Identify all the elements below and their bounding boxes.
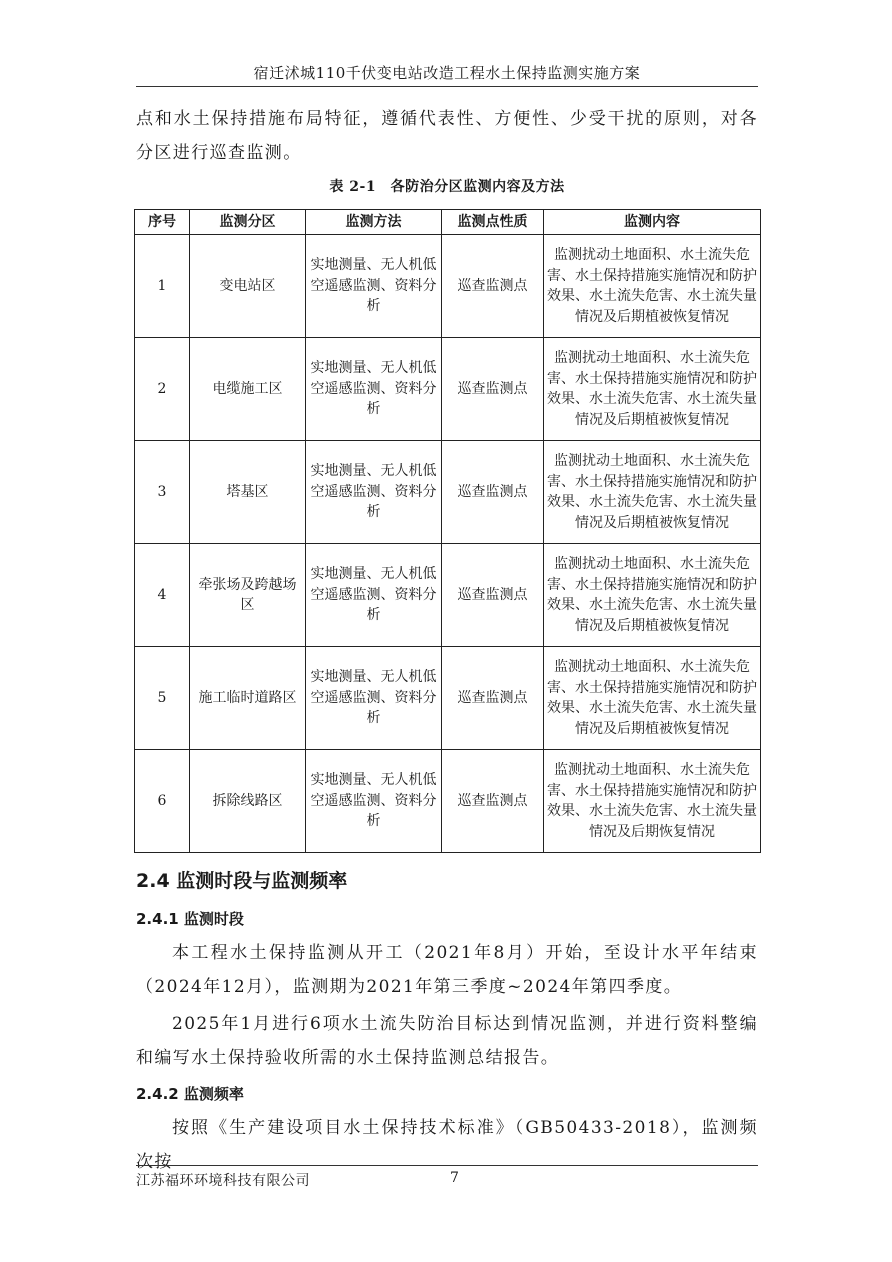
cell-nature: 巡查监测点 <box>442 338 544 441</box>
cell-content: 监测扰动土地面积、水土流失危害、水土保持措施实施情况和防护效果、水土流失危害、水土流失量情况及后期植被恢复情况 <box>544 647 761 750</box>
table-row <box>135 441 761 544</box>
cell-nature: 巡查监测点 <box>442 544 544 647</box>
paragraph-target-monitoring: 2025年1月进行6项水土流失防治目标达到情况监测，并进行资料整编和编写水土保持验收所需的水土保持监测总结报告。 <box>136 1014 758 1068</box>
section-heading-2-4: 2.4 监测时段与监测频率 <box>136 870 348 892</box>
cell-zone: 塔基区 <box>190 441 306 544</box>
table-header-row <box>135 210 761 235</box>
header-divider <box>136 86 758 87</box>
cell-no: 2 <box>135 338 190 441</box>
footer-company: 江苏福环环境科技有限公司 <box>136 1173 310 1189</box>
cell-method: 实地测量、无人机低空遥感监测、资料分析 <box>306 750 442 853</box>
cell-content: 监测扰动土地面积、水土流失危害、水土保持措施实施情况和防护效果、水土流失危害、水土流失量情况及后期植被恢复情况 <box>544 441 761 544</box>
table-row <box>135 235 761 338</box>
cell-content: 监测扰动土地面积、水土流失危害、水土保持措施实施情况和防护效果、水土流失危害、水土流失量情况及后期植被恢复情况 <box>544 544 761 647</box>
page-header-title: 宿迁沭城110千伏变电站改造工程水土保持监测实施方案 <box>253 64 641 82</box>
cell-zone: 牵张场及跨越场区 <box>190 544 306 647</box>
cell-content: 监测扰动土地面积、水土流失危害、水土保持措施实施情况和防护效果、水土流失危害、水土流失量情况及后期植被恢复情况 <box>544 235 761 338</box>
cell-method: 实地测量、无人机低空遥感监测、资料分析 <box>306 544 442 647</box>
cell-content: 监测扰动土地面积、水土流失危害、水土保持措施实施情况和防护效果、水土流失危害、水土流失量情况及后期恢复情况 <box>544 750 761 853</box>
cell-nature: 巡查监测点 <box>442 750 544 853</box>
cell-no: 4 <box>135 544 190 647</box>
table-caption: 表 2-1 各防治分区监测内容及方法 <box>329 179 565 195</box>
col-header-nature: 监测点性质 <box>442 210 544 235</box>
subsection-heading-2-4-2: 2.4.2 监测频率 <box>136 1085 244 1103</box>
cell-method: 实地测量、无人机低空遥感监测、资料分析 <box>306 338 442 441</box>
cell-method: 实地测量、无人机低空遥感监测、资料分析 <box>306 441 442 544</box>
cell-method: 实地测量、无人机低空遥感监测、资料分析 <box>306 235 442 338</box>
cell-nature: 巡查监测点 <box>442 647 544 750</box>
subsection-heading-2-4-1: 2.4.1 监测时段 <box>136 910 244 928</box>
col-header-content: 监测内容 <box>544 210 761 235</box>
cell-no: 1 <box>135 235 190 338</box>
intro-paragraph: 点和水土保持措施布局特征，遵循代表性、方便性、少受干扰的原则，对各分区进行巡查监测。 <box>136 109 758 163</box>
paragraph-monitoring-frequency: 按照《生产建设项目水土保持技术标准》（GB50433-2018），监测频次按 <box>136 1118 758 1172</box>
table-row <box>135 750 761 853</box>
cell-zone: 拆除线路区 <box>190 750 306 853</box>
monitoring-table <box>134 209 761 853</box>
paragraph-monitoring-period: 本工程水土保持监测从开工（2021年8月）开始，至设计水平年结束（2024年12月），监测期为2021年第三季度~2024年第四季度。 <box>136 943 758 997</box>
cell-zone: 变电站区 <box>190 235 306 338</box>
cell-nature: 巡查监测点 <box>442 441 544 544</box>
cell-zone: 施工临时道路区 <box>190 647 306 750</box>
cell-nature: 巡查监测点 <box>442 235 544 338</box>
table-row <box>135 647 761 750</box>
cell-content: 监测扰动土地面积、水土流失危害、水土保持措施实施情况和防护效果、水土流失危害、水土流失量情况及后期植被恢复情况 <box>544 338 761 441</box>
col-header-method: 监测方法 <box>306 210 442 235</box>
cell-no: 5 <box>135 647 190 750</box>
footer-divider <box>136 1165 758 1166</box>
page-number: 7 <box>450 1170 459 1186</box>
table-row <box>135 544 761 647</box>
cell-no: 3 <box>135 441 190 544</box>
col-header-no: 序号 <box>135 210 190 235</box>
col-header-zone: 监测分区 <box>190 210 306 235</box>
cell-zone: 电缆施工区 <box>190 338 306 441</box>
table-row <box>135 338 761 441</box>
cell-method: 实地测量、无人机低空遥感监测、资料分析 <box>306 647 442 750</box>
cell-no: 6 <box>135 750 190 853</box>
